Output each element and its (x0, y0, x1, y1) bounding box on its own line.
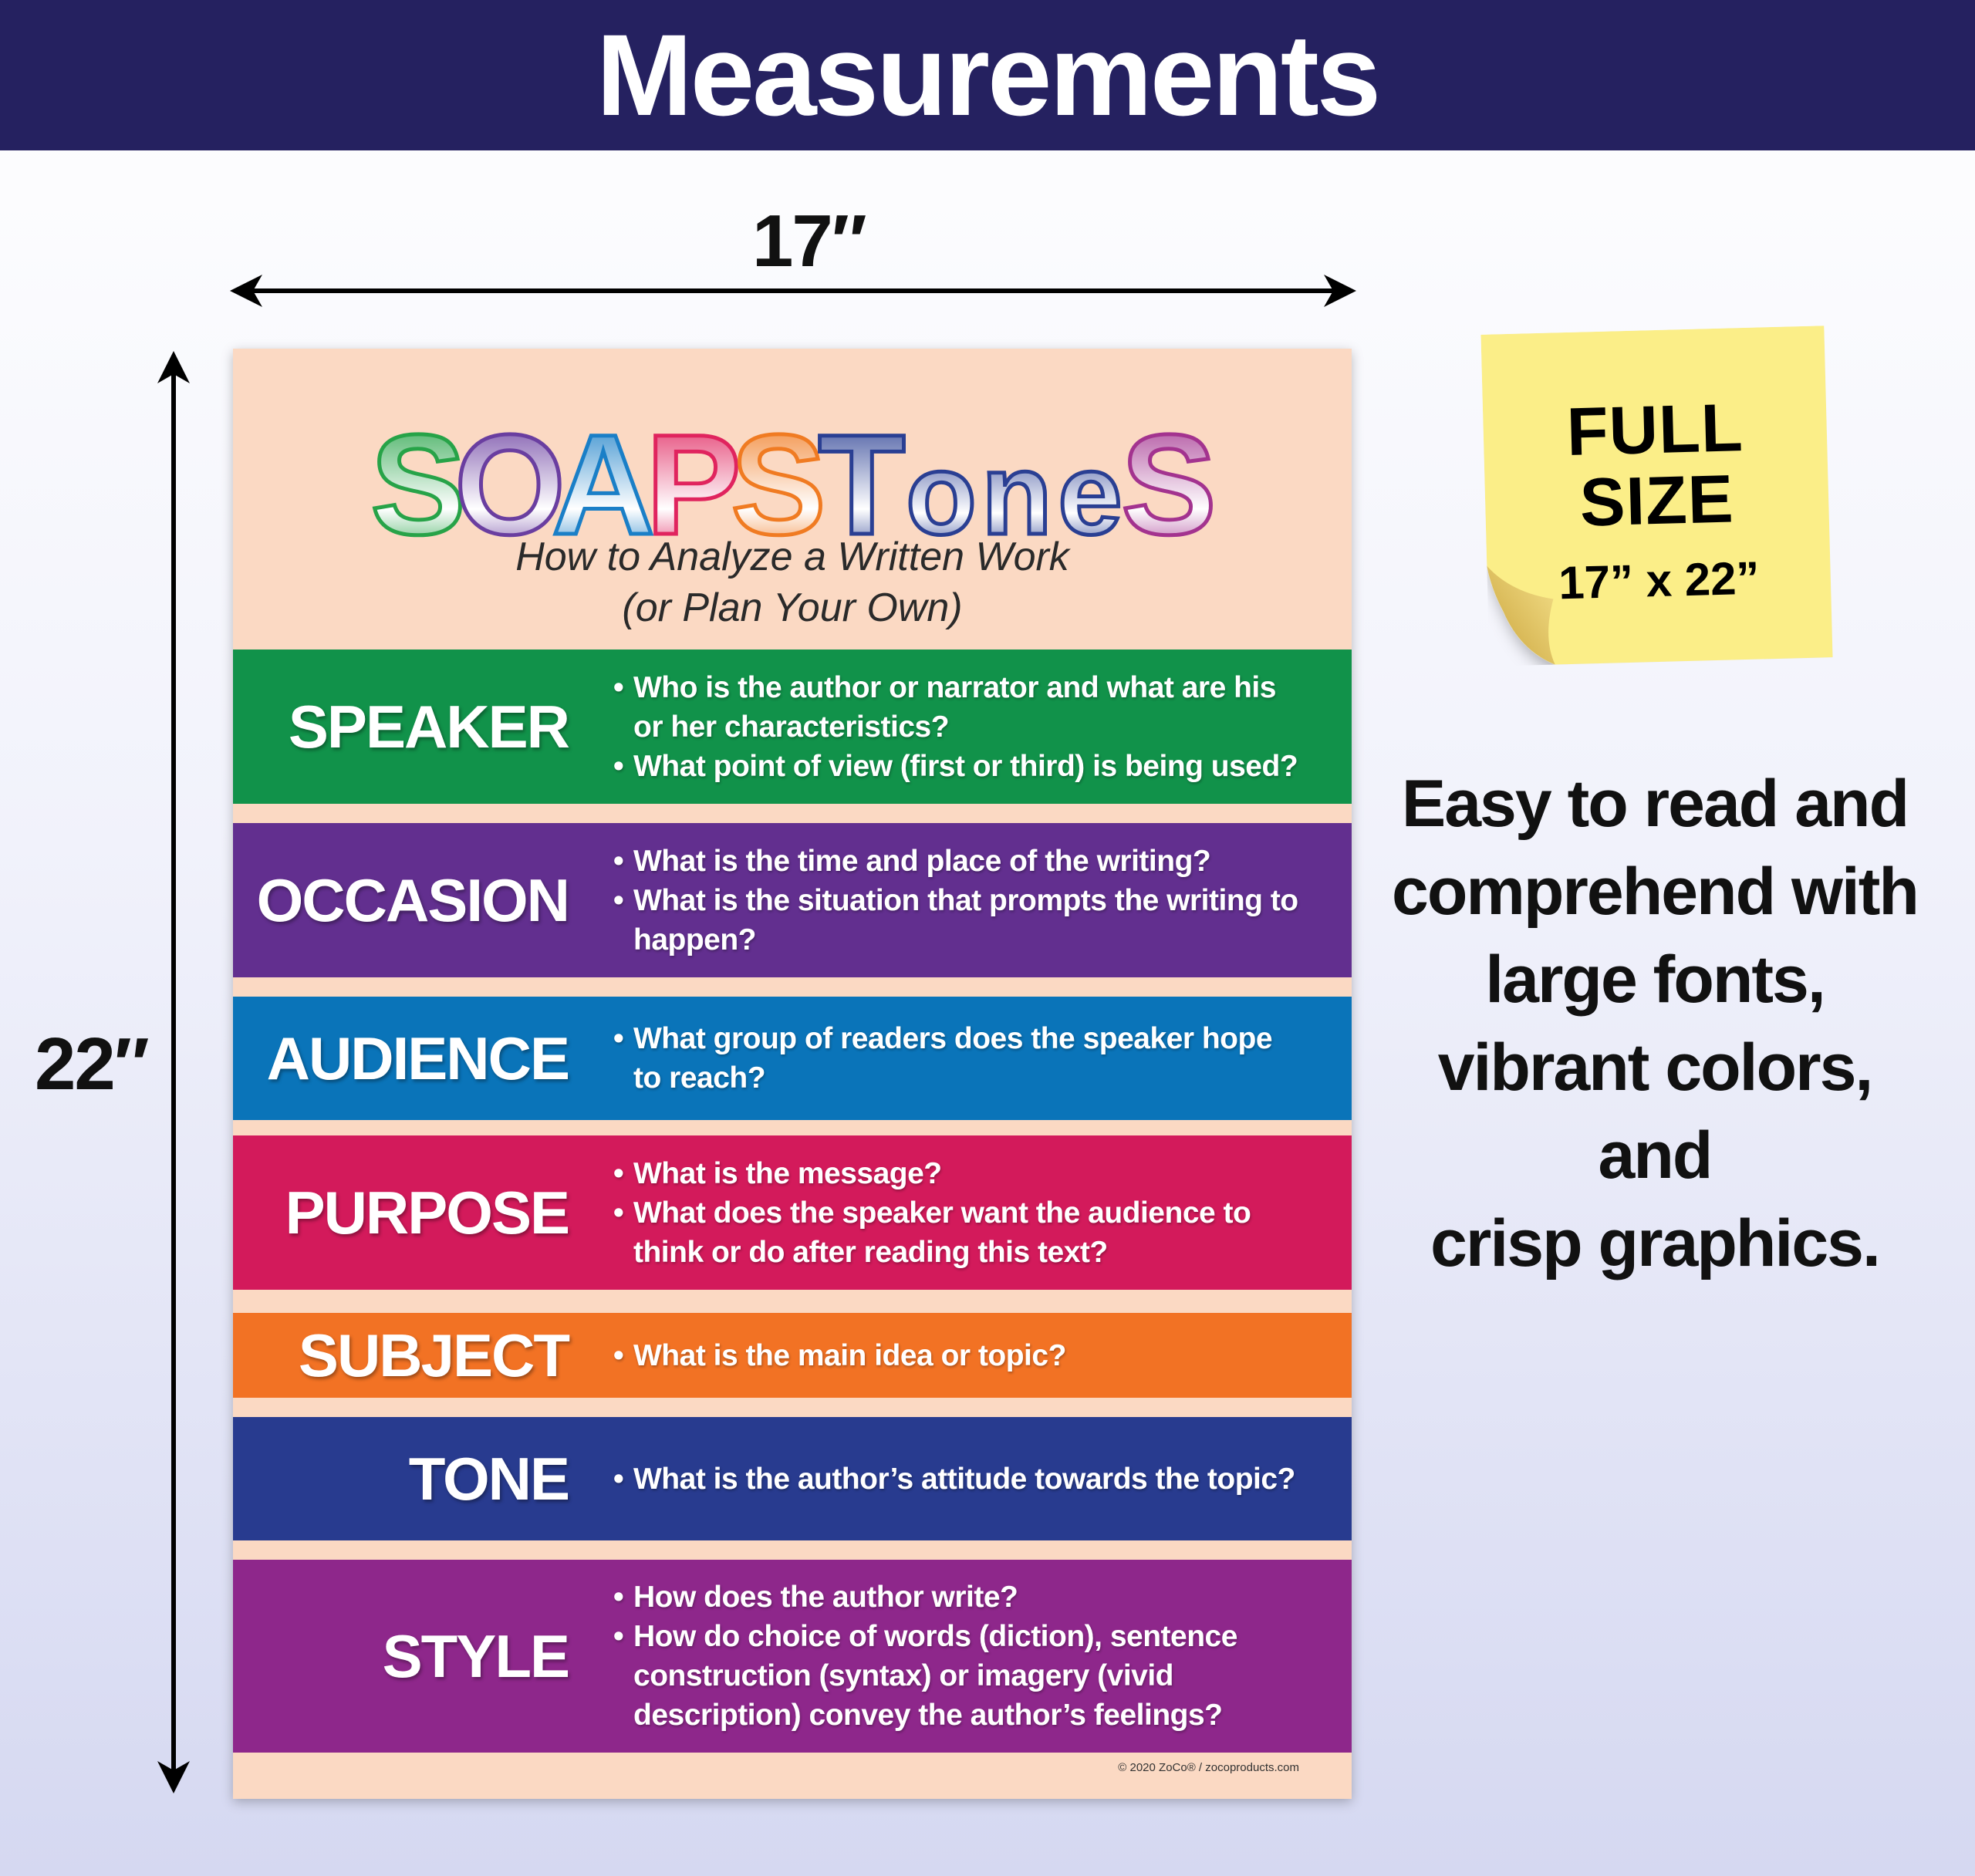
section-band-purpose (233, 1135, 1352, 1290)
height-label: 22″ (35, 1023, 148, 1105)
section-questions (613, 668, 1308, 786)
section-band-occasion (233, 823, 1352, 977)
title-letter: T (818, 406, 906, 565)
question-item: • Who is the author or narrator and what are his or her characteristics? (613, 668, 1308, 747)
page-title: Measurements (596, 10, 1379, 140)
section-label: STYLE (382, 1621, 569, 1690)
tagline-line: large fonts, (1485, 943, 1825, 1017)
question-item: • What is the situation that prompts the writing to happen? (613, 881, 1308, 960)
question-item: • How does the author write? (613, 1577, 1308, 1617)
section-questions (613, 1154, 1308, 1272)
section-band-audience (233, 997, 1352, 1120)
tagline (1381, 760, 1929, 1287)
section-band-tone (233, 1417, 1352, 1540)
question-item: • What is the time and place of the writing? (613, 842, 1308, 881)
sticky-line-3: 17” x 22” (1558, 552, 1761, 609)
title-letter: O (454, 406, 565, 565)
section-questions (613, 1336, 1308, 1375)
section-label: PURPOSE (285, 1178, 569, 1247)
width-arrow-icon (230, 272, 1356, 310)
copyright-text: © 2020 ZoCo® / zocoproducts.com (1118, 1761, 1299, 1774)
section-questions (613, 842, 1308, 960)
question-item: • What is the author’s attitude towards the topic? (613, 1459, 1308, 1499)
section-band-style (233, 1560, 1352, 1753)
section-label: SPEAKER (288, 692, 569, 761)
question-item: • What group of readers does the speaker hope to reach? (613, 1019, 1308, 1098)
question-item: • How do choice of words (diction), sentence construction (syntax) or imagery (vivid description) convey the author’s feelings? (613, 1617, 1308, 1735)
section-band-speaker (233, 650, 1352, 804)
height-arrow-icon (154, 351, 193, 1793)
section-questions (613, 1577, 1308, 1735)
header-banner (0, 0, 1975, 150)
width-label: 17″ (752, 200, 866, 282)
tagline-line: vibrant colors, and (1437, 1031, 1872, 1193)
section-label: SUBJECT (298, 1321, 569, 1389)
title-letter: n (981, 429, 1052, 558)
title-letter: S (1121, 406, 1217, 565)
tagline-line: Easy to read and (1401, 767, 1909, 841)
section-label: OCCASION (256, 865, 569, 934)
title-letter: P (646, 406, 741, 565)
poster-subtitle-line2: (or Plan Your Own) (622, 585, 963, 630)
section-band-subject (233, 1313, 1352, 1398)
question-item: • What point of view (first or third) is being used? (613, 747, 1308, 786)
tagline-line: comprehend with (1392, 855, 1918, 929)
title-letter: A (552, 406, 655, 565)
poster (233, 349, 1352, 1799)
poster-subtitle-line1: How to Analyze a Written Work (515, 535, 1069, 579)
question-item: • What is the message? (613, 1154, 1308, 1193)
title-letter: e (1058, 429, 1123, 558)
sticky-line-1: FULL (1565, 389, 1744, 471)
sticky-line-2: SIZE (1578, 460, 1735, 541)
sticky-note (1480, 326, 1832, 666)
section-questions (613, 1019, 1308, 1098)
section-label: TONE (408, 1444, 569, 1513)
tagline-line: crisp graphics. (1430, 1206, 1879, 1280)
title-letter: o (906, 429, 977, 558)
question-item: • What does the speaker want the audience to think or do after reading this text? (613, 1193, 1308, 1272)
title-letter: S (731, 406, 826, 565)
question-item: • What is the main idea or topic? (613, 1336, 1308, 1375)
title-letter: S (370, 406, 466, 565)
section-questions (613, 1459, 1308, 1499)
section-label: AUDIENCE (266, 1024, 569, 1092)
